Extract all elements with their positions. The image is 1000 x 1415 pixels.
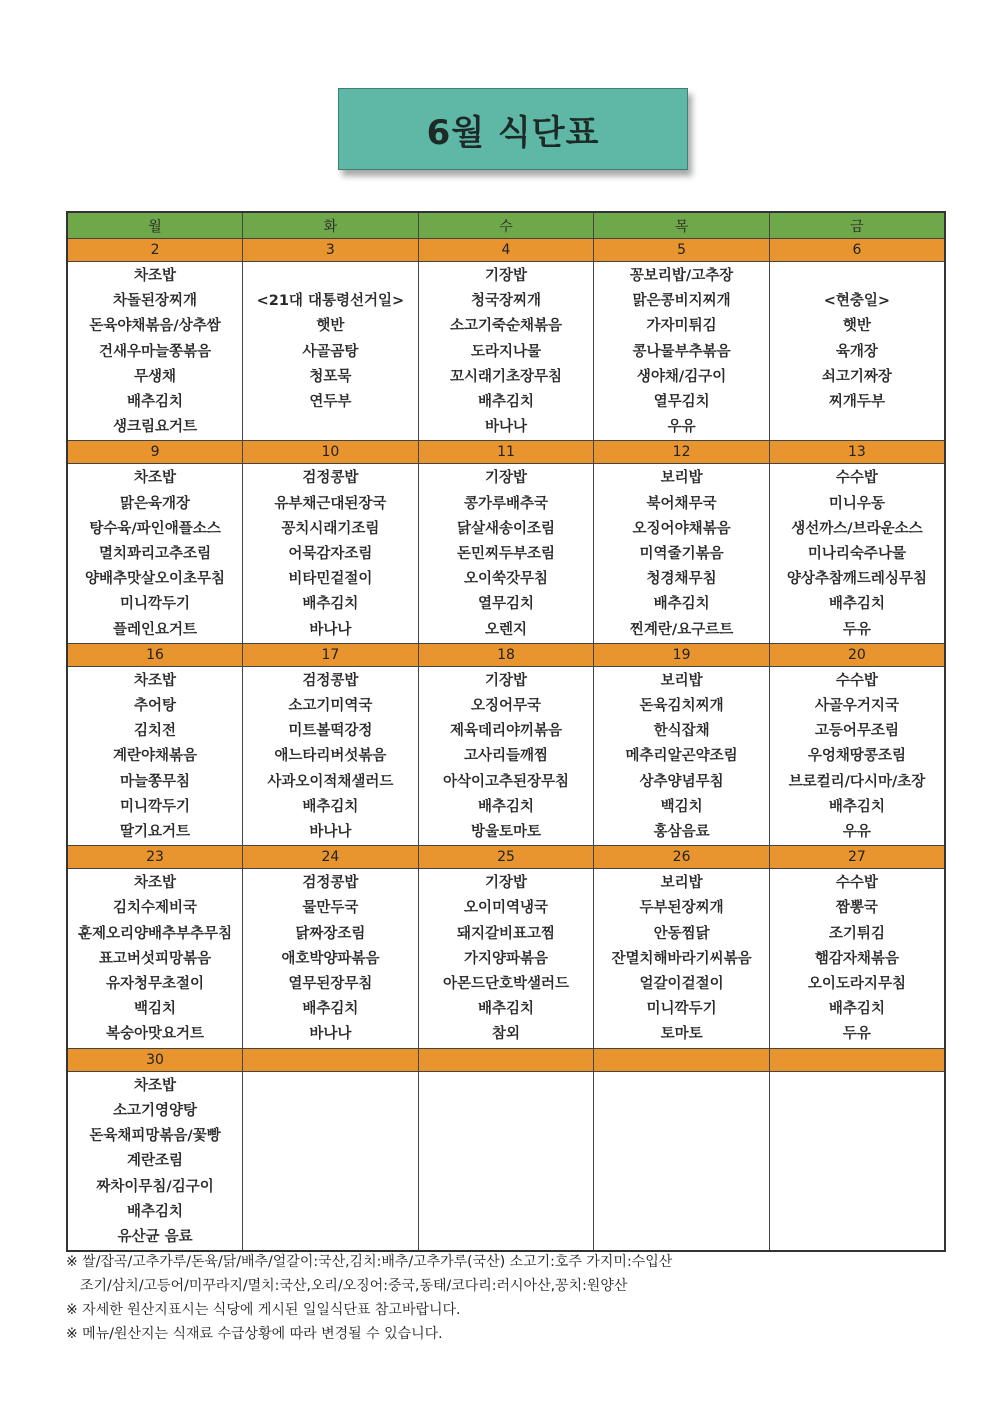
menu-item: 유산균 음료 [117,1228,193,1245]
date-cell: 16 [67,643,243,666]
menu-item: 꼬시래기초장무침 [449,368,563,385]
date-cell: 24 [243,846,419,869]
date-cell: 18 [418,643,594,666]
meal-cell [243,464,419,643]
menu-item [419,1175,594,1200]
menu-item: 가자미튀김 [646,318,717,335]
date-cell: 26 [594,846,770,869]
menu-item [243,1124,418,1149]
menu-item: 차조밥 [134,1077,177,1094]
menu-item [243,1099,418,1124]
menu-item [594,1225,769,1250]
menu-item: 돈민찌두부조림 [456,546,556,563]
menu-item: 기장밥 [484,268,527,284]
menu-item: 생크림요거트 [113,419,198,436]
menu-item: 두부된장찌개 [639,900,724,917]
menu-item: 사과오이적채샐러드 [267,773,394,790]
menu-item: 상추양념무침 [639,773,724,790]
menu-item: 두유 [842,1026,871,1043]
date-cell: 25 [418,846,594,869]
note-origin-2: 조기/삼치/고등어/미꾸라지/멸치:국산,오리/오징어:중국,동태/코다리:러시아산,꽁치:원양산 [80,1278,628,1294]
meal-row [67,464,945,643]
meal-cell [594,464,770,643]
menu-item [770,415,944,440]
dow-tue: 화 [243,212,419,239]
menu-item: 콩가루배추국 [463,495,548,512]
menu-item: 꽁보리밥/고추장 [629,268,734,284]
menu-item: 청포묵 [309,368,352,385]
menu-item: 배추김치 [477,1001,534,1018]
date-cell: 23 [67,846,243,869]
menu-item: 배추김치 [653,596,710,613]
meal-cell [594,1071,770,1251]
date-cell: 6 [769,239,945,262]
menu-item: 아삭이고추된장무침 [442,773,570,790]
date-row [67,643,945,666]
date-cell [418,1048,594,1071]
menu-item: 돼지갈비표고찜 [456,925,556,942]
menu-item: 사골우거지국 [814,698,899,715]
date-row [67,239,945,262]
menu-item: 수수밥 [835,470,878,487]
menu-item: 미나리숙주나물 [807,546,906,563]
menu-item: 차조밥 [134,268,177,284]
menu-item: 바나나 [309,824,352,841]
menu-item: 소고기죽순채볶음 [449,318,563,335]
menu-item [770,264,944,289]
menu-item: 미니깍두기 [120,798,191,815]
menu-item: 배추김치 [828,798,885,815]
menu-item: 오렌지 [484,621,527,638]
date-cell: 27 [769,846,945,869]
date-cell: 11 [418,441,594,464]
footnotes [66,1250,672,1346]
meal-cell [769,1071,945,1251]
menu-item: 미니깍두기 [646,1001,717,1018]
date-cell: 9 [67,441,243,464]
menu-item: 바나나 [309,621,352,638]
menu-item: 열무김치 [477,596,534,613]
date-cell: 20 [769,643,945,666]
menu-item [770,1175,944,1200]
menu-item [770,1225,944,1250]
menu-item: 브로컬리/다시마/초장 [788,773,926,790]
menu-item: 오징어무국 [470,698,541,715]
menu-item: 차조밥 [134,470,177,487]
menu-item: 잔멸치해바라기씨볶음 [611,950,752,967]
menu-item [594,1149,769,1174]
meal-cell [418,666,594,845]
menu-item [594,1200,769,1225]
date-cell: 17 [243,643,419,666]
menu-item: 계란조림 [127,1153,184,1170]
menu-item: 햇반 [842,318,871,335]
menu-item: 차조밥 [134,672,177,689]
menu-item: 한식잡채 [653,723,710,740]
menu-item: 두유 [842,621,871,638]
menu-item: 차조밥 [134,875,177,892]
menu-item: 짜차이무침/김구이 [96,1178,214,1195]
menu-item: 배추김치 [302,1001,359,1018]
menu-item: 소고기영양탕 [113,1102,198,1119]
date-cell [243,1048,419,1071]
menu-item [594,1124,769,1149]
date-cell: 30 [67,1048,243,1071]
menu-item [770,1200,944,1225]
date-row [67,441,945,464]
menu-item: 도라지나물 [470,343,541,360]
menu-item: 보리밥 [660,875,703,892]
menu-item: 제육데리야끼볶음 [449,723,563,740]
menu-item: 육개장 [835,343,878,360]
menu-item [770,1074,944,1099]
menu-item: 검정콩밥 [302,470,359,487]
menu-item: 멸치꽈리고추조림 [99,546,212,563]
menu-item: 차돌된장찌개 [113,293,198,310]
menu-item: 메추리알곤약조림 [625,748,738,765]
meal-cell [594,262,770,441]
menu-item [419,1200,594,1225]
menu-item: 돈육김치찌개 [639,698,724,715]
menu-item: 배추김치 [828,1001,885,1018]
menu-item: <현충일> [823,293,891,310]
menu-item [770,1124,944,1149]
menu-item: 플레인요거트 [113,621,198,638]
note-origin-1: ※ 쌀/잡곡/고추가루/돈육/닭/배추/얼갈이:국산,김치:배추/고추가루(국산) 소고기:호주 가지미:수입산 [66,1254,673,1270]
meal-row [67,1071,945,1251]
menu-item: 마늘쫑무침 [120,773,191,790]
menu-item: 우유 [667,419,696,436]
menu-item: 배추김치 [302,798,359,815]
date-cell: 4 [418,239,594,262]
meal-row [67,262,945,441]
menu-item: 탕수육/파인애플소스 [89,520,221,537]
menu-item: 애느타리버섯볶음 [274,748,387,765]
menu-item: 바나나 [484,419,527,436]
menu-item: 아몬드단호박샐러드 [442,976,570,993]
meal-cell [418,464,594,643]
menu-item: 생야채/김구이 [636,368,727,385]
menu-item: 사골곰탕 [302,343,359,360]
menu-item: 배추김치 [302,596,359,613]
menu-item: 연두부 [309,394,352,411]
meal-cell [594,869,770,1048]
menu-item: 배추김치 [127,394,184,411]
menu-item [243,1074,418,1099]
menu-item [243,415,418,440]
meal-cell [769,262,945,441]
menu-item: 유자청무초절이 [106,976,205,993]
menu-item: 맑은육개장 [120,495,191,512]
meal-cell [67,666,243,845]
menu-item: 배추김치 [477,394,534,411]
date-row [67,846,945,869]
menu-item: 고등어무조림 [814,723,899,740]
menu-item [243,264,418,289]
menu-item: 백김치 [134,1001,177,1018]
meal-cell [418,869,594,1048]
dow-wed: 수 [418,212,594,239]
menu-item [594,1074,769,1099]
menu-item [243,1225,418,1250]
menu-item: 짬뽕국 [835,900,878,917]
menu-item [419,1225,594,1250]
meal-row [67,666,945,845]
menu-item: 오징어야채볶음 [632,520,731,537]
menu-item: 북어채무국 [646,495,717,512]
menu-item: 계란야채볶음 [113,748,198,765]
dow-thu: 목 [594,212,770,239]
menu-item [594,1175,769,1200]
meal-cell [67,1071,243,1251]
menu-item: 백김치 [660,798,703,815]
meal-cell [243,262,419,441]
meal-cell [769,869,945,1048]
menu-item: 무생채 [134,368,177,385]
menu-item: 김치전 [134,723,177,740]
menu-item: 기장밥 [484,470,527,487]
menu-item: 방울토마토 [470,824,541,841]
menu-item: 청경채무침 [646,571,717,588]
menu-item: 맑은콩비지찌개 [632,293,731,310]
menu-item: 우엉채땅콩조림 [807,748,906,765]
menu-item: 훈제오리양배추부추무침 [78,925,233,942]
menu-item: 딸기요거트 [120,824,191,841]
menu-item: 청국장찌개 [470,293,541,310]
date-row [67,1048,945,1071]
menu-item: 배추김치 [477,798,534,815]
menu-item: 미트볼떡강정 [288,723,373,740]
menu-item: 오이미역냉국 [463,900,548,917]
menu-item: 쇠고기짜장 [821,368,892,385]
menu-item [770,1149,944,1174]
menu-item: 물만두국 [302,900,359,917]
menu-item: 가지양파볶음 [463,950,548,967]
menu-item: 보리밥 [660,470,703,487]
menu-item: 바나나 [309,1026,352,1043]
menu-item: 돈육채피망볶음/꽃빵 [89,1128,221,1145]
menu-item [419,1124,594,1149]
menu-item: 햇반 [316,318,345,335]
meal-cell [243,666,419,845]
meal-cell [418,1071,594,1251]
menu-item: 양상추참깨드레싱무침 [786,571,927,588]
menu-item: 고사리들깨찜 [463,748,548,765]
date-cell: 5 [594,239,770,262]
day-of-week-header [67,212,945,239]
meal-calendar-table [66,211,946,1252]
menu-item: 양배추맛살오이초무침 [85,571,226,588]
menu-item: 닭짜장조림 [295,925,366,942]
menu-item: 기장밥 [484,672,527,689]
menu-item: 소고기미역국 [288,698,373,715]
menu-item: 우유 [842,824,871,841]
menu-item: 생선까스/브라운소스 [791,520,923,537]
meal-cell [418,262,594,441]
menu-item: 배추김치 [127,1203,184,1220]
menu-item: 홍삼음료 [653,824,710,841]
meal-cell [594,666,770,845]
menu-item [419,1074,594,1099]
menu-item [243,1200,418,1225]
meal-cell [243,1071,419,1251]
note-daily-menu: ※ 자세한 원산지표시는 식당에 게시된 일일식단표 참고바랍니다. [66,1302,461,1318]
menu-item [419,1149,594,1174]
menu-item: 비타민겉절이 [288,571,373,588]
menu-item: 돈육야채볶음/상추쌈 [89,318,221,335]
menu-item: 조기튀김 [828,925,885,942]
page-title: 6월 식단표 [426,112,600,153]
menu-item [419,1099,594,1124]
meal-cell [769,464,945,643]
menu-item: <21대 대통령선거일> [256,293,405,310]
menu-item: 열무김치 [653,394,710,411]
meal-cell [243,869,419,1048]
menu-item: 햄감자채볶음 [814,950,899,967]
menu-item: 보리밥 [660,672,703,689]
menu-item: 수수밥 [835,672,878,689]
menu-item: 유부채근대된장국 [274,495,387,512]
menu-item [594,1099,769,1124]
menu-item [770,1099,944,1124]
menu-item: 검정콩밥 [302,875,359,892]
menu-item: 미니우동 [828,495,885,512]
menu-item: 건새우마늘쫑볶음 [99,343,212,360]
menu-item: 미역줄기볶음 [639,546,724,563]
meal-cell [769,666,945,845]
menu-item: 어묵감자조림 [288,546,373,563]
weeks-body [67,239,945,1252]
menu-item: 복숭아맛요거트 [106,1026,205,1043]
menu-item: 오이도라지무침 [807,976,906,993]
date-cell [594,1048,770,1071]
menu-item: 참외 [491,1026,520,1043]
menu-item: 기장밥 [484,875,527,892]
menu-item: 오이쑥갓무침 [463,571,548,588]
menu-item: 얼갈이겉절이 [639,976,724,993]
menu-item: 수수밥 [835,875,878,892]
menu-item [243,1149,418,1174]
menu-item: 추어탕 [134,698,177,715]
menu-item: 콩나물부추볶음 [632,343,731,360]
date-cell [769,1048,945,1071]
meal-row [67,869,945,1048]
menu-item: 검정콩밥 [302,672,359,689]
menu-item [243,1175,418,1200]
menu-item: 찐계란/요구르트 [629,621,734,638]
meal-cell [67,262,243,441]
dow-fri: 금 [769,212,945,239]
date-cell: 19 [594,643,770,666]
date-cell: 12 [594,441,770,464]
menu-item: 닭살새송이조림 [456,520,556,537]
dow-mon: 월 [67,212,243,239]
menu-item: 애호박양파볶음 [281,950,380,967]
menu-item: 찌개두부 [828,394,885,411]
meal-cell [67,464,243,643]
menu-item: 꽁치시래기조림 [281,520,380,537]
meal-cell [67,869,243,1048]
date-cell: 13 [769,441,945,464]
page-title-box [338,88,688,170]
date-cell: 10 [243,441,419,464]
menu-item: 김치수제비국 [113,900,198,917]
menu-item: 배추김치 [828,596,885,613]
date-cell: 2 [67,239,243,262]
menu-item: 안동찜닭 [653,925,710,942]
menu-item: 미니깍두기 [120,596,191,613]
menu-item: 토마토 [660,1026,703,1043]
note-change: ※ 메뉴/원산지는 식재료 수급상황에 따라 변경될 수 있습니다. [66,1326,443,1342]
menu-item: 표고버섯피망볶음 [99,950,212,967]
date-cell: 3 [243,239,419,262]
menu-item: 열무된장무침 [288,976,373,993]
